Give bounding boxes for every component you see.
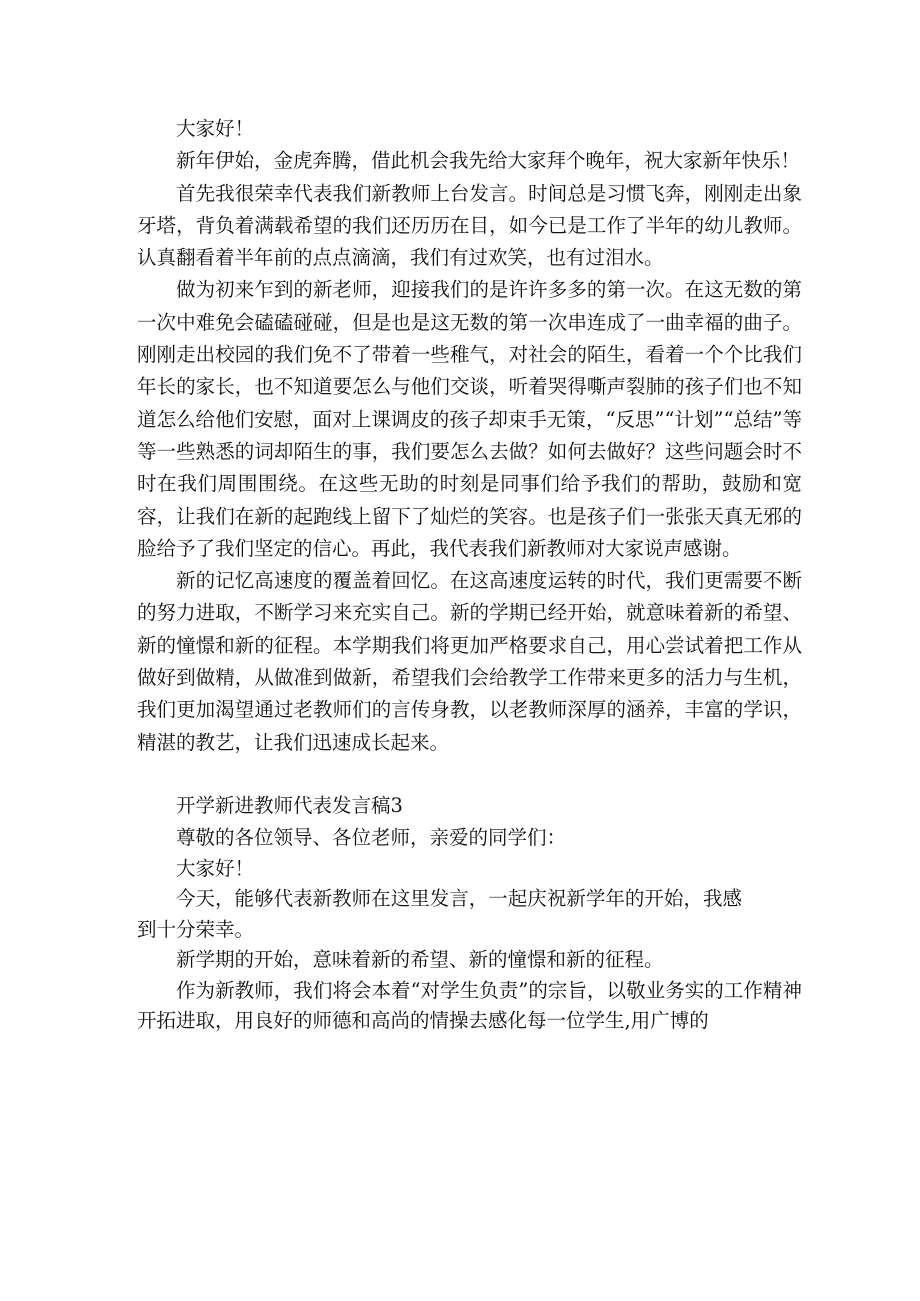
- speech-section-2: [137, 791, 802, 1037]
- section-heading: 开学新进教师代表发言稿3: [176, 793, 403, 817]
- new-year-paragraph: 新年伊始，金虎奔腾，借此机会我先给大家拜个晚年，祝大家新年快乐！: [176, 149, 801, 173]
- document-body: [137, 113, 802, 1037]
- greeting-paragraph: 大家好！: [176, 117, 255, 140]
- first-times-paragraph: 做为初来乍到的新老师，迎接我们的是许许多多的第一次。在这无数的第一次中难免会磕磕碰碰，但是也是这无数的第一次串连成了一曲幸福的曲子。刚刚走出校园的我们免不了带着一些稚气，对社会的陌生，看着一个个比我们年长的家长，也不知道要怎么与他们交谈，听着哭得嘶声裂肺的孩子们也不知道怎么给他们安慰，面对上课调皮的孩子却束手无策，“反思”“计划”“总结”等等一些熟悉的词却陌生的事，我们要怎么去做？如何去做好？这些问题会时不时在我们周围围绕。在这些无助的时刻是同事们给予我们的帮助，鼓励和宽容，让我们在新的起跑线上留下了灿烂的笑容。也是孩子们一张张天真无邪的脸给予了我们坚定的信心。再此，我代表我们新教师对大家说声感谢。: [137, 278, 802, 560]
- salutation-line: 尊敬的各位领导、各位老师，亲爱的同学们：: [176, 826, 567, 850]
- honor-line: 今天，能够代表新教师在这里发言，一起庆祝新学年的开始，我感到十分荣幸。: [137, 887, 742, 941]
- section-gap: [137, 759, 802, 791]
- progress-paragraph: 新的记忆高速度的覆盖着回忆。在这高速度运转的时代，我们更需要不断的努力进取，不断学习来充实自己。新的学期已经开始，就意味着新的希望、新的憧憬和新的征程。本学期我们将更加严格要求自己，用心尝试着把工作从做好到做精，从做准到做新，希望我们会给教学工作带来更多的活力与生机，我们更加渴望通过老教师们的言传身教，以老教师深厚的涵养，丰富的学识，精湛的教艺，让我们迅速成长起来。: [137, 569, 802, 754]
- honor-paragraph: 首先我很荣幸代表我们新教师上台发言。时间总是习惯飞奔，刚刚走出象牙塔，背负着满载希望的我们还历历在目，如今已是工作了半年的幼儿教师。认真翻看着半年前的点点滴滴，我们有过欢笑，也有过泪水。: [137, 181, 802, 270]
- speech-section-1: [137, 113, 802, 759]
- new-term-line: 新学期的开始，意味着新的希望、新的憧憬和新的征程。: [176, 948, 664, 972]
- commitment-paragraph: 作为新教师，我们将会本着“对学生负责”的宗旨，以敬业务实的工作精神开拓进取，用良好的师德和高尚的情操去感化每一位学生,用广博的: [137, 978, 802, 1033]
- greeting-line: 大家好！: [176, 856, 255, 880]
